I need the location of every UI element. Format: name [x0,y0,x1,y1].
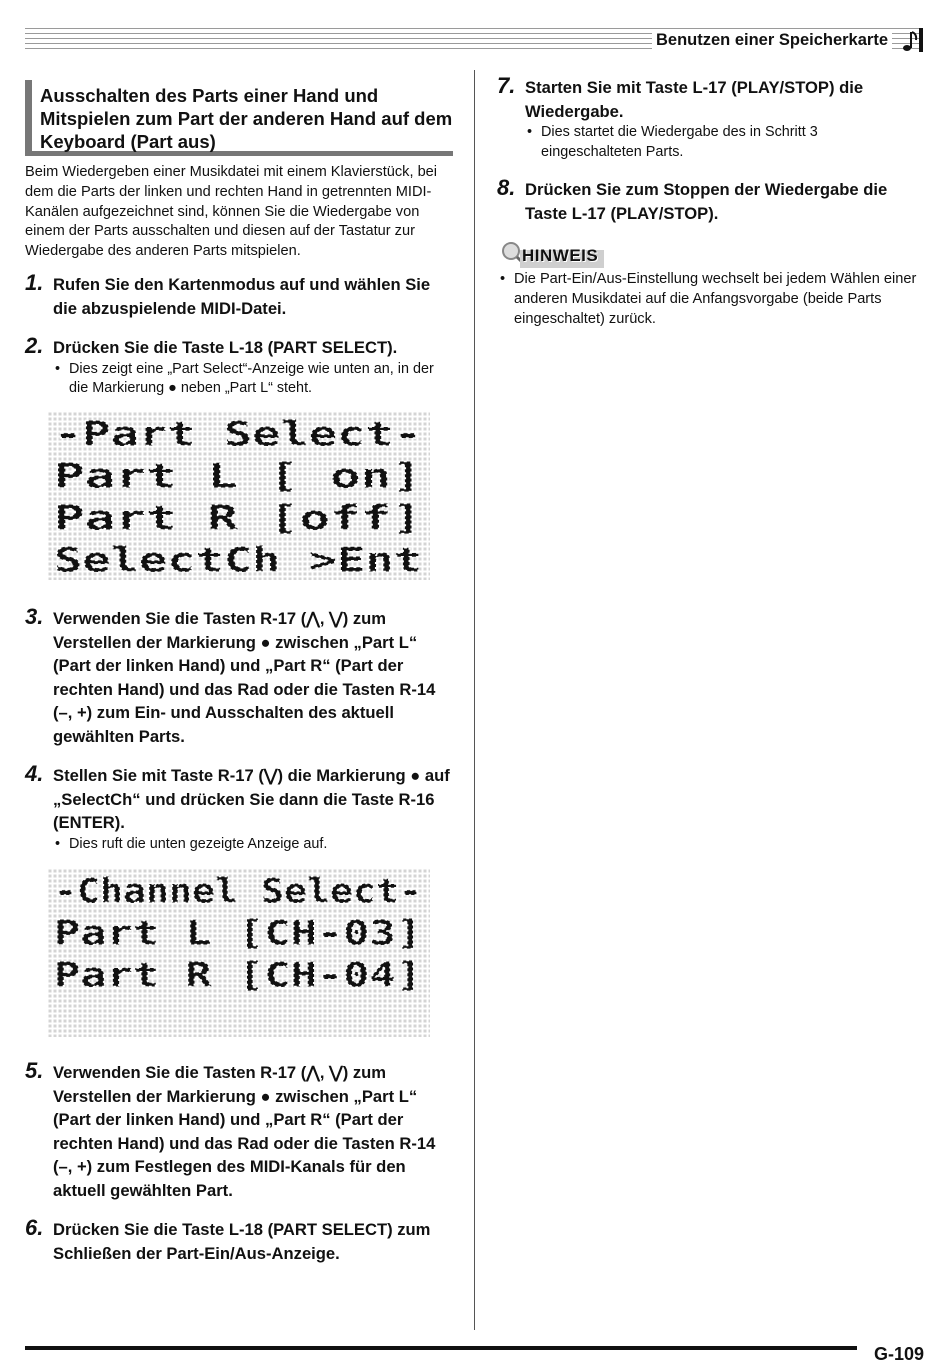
step-bullet: • Dies startet die Wiedergabe des in Schritt 3 eingeschalteten Parts. [525,123,922,162]
lcd-line: Part L [ on] [54,456,422,497]
section-heading [25,80,453,156]
step-text: Verwenden Sie die Tasten R-17 (⋀, ⋁) zum Verstellen der Markierung ● zwischen „Part L“ (Part der linken Hand) und „Part R“ (Part der rechten Hand) und das Rad oder die Tasten R-14 (–, +) zum Festlegen des MIDI-Kanals für den aktuell gewählten Part. [53,1063,436,1200]
lcd-line: Part R [off] [54,498,422,539]
step-number: 8. [497,175,516,200]
intro-paragraph: Beim Wiedergeben einer Musikdatei mit einem Klavierstück, bei dem die Parts der linken und rechten Hand in getrennten MIDI-Kanälen aufgezeichnet sind, können Sie die Wiedergabe von einem der Parts ausschalten und diesen auf der Tastatur zur Wiedergabe des anderen Parts mitspielen. [25,164,438,260]
step-text: Drücken Sie die Taste L-18 (PART SELECT) zum Schließen der Part-Ein/Aus-Anzeige. [53,1220,431,1263]
step-5 [25,1058,455,1202]
header-bar [919,28,923,52]
page-number: G-109 [873,1344,924,1364]
step-number: 2. [25,333,44,358]
step-8 [497,175,922,225]
lcd-line: Part R [CH-04] [54,955,422,996]
step-text: Drücken Sie zum Stoppen der Wiedergabe die Taste L-17 (PLAY/STOP). [525,180,888,223]
hinweis-badge [500,240,610,272]
step-number: 5. [25,1058,44,1083]
hinweis-label: HINWEIS [522,246,599,265]
header-title: Benutzen einer Speicherkarte [652,31,892,50]
step-number: 6. [25,1215,44,1240]
step-number: 3. [25,604,44,629]
lcd-part-select [48,412,430,580]
hinweis-note: • Die Part-Ein/Aus-Einstellung wechselt bei jedem Wählen einer anderen Musikdatei auf die Anfangsvorgabe (beide Parts eingeschaltet) zurück. [498,270,934,329]
step-2 [25,333,455,399]
step-6 [25,1215,455,1265]
step-number: 1. [25,270,44,295]
lcd-line: Part L [CH-03] [54,913,422,954]
step-text: Rufen Sie den Kartenmodus auf und wählen Sie die abzuspielende MIDI-Datei. [53,275,431,318]
section-title: Ausschalten des Parts einer Hand und Mitspielen zum Part der anderen Hand auf dem Keyboard (Part aus) [40,85,453,152]
step-bullet: • Dies zeigt eine „Part Select“-Anzeige wie unten an, in der die Markierung ● neben „Part L“ steht. [53,360,455,399]
footer-rule [25,1346,857,1350]
column-divider [474,70,475,1330]
step-text: Drücken Sie die Taste L-18 (PART SELECT). [53,338,398,357]
lcd-display [48,869,430,1037]
step-4 [25,761,455,854]
lcd-line: SelectCh >Ent [54,540,422,580]
lcd-channel-select [48,869,430,1037]
step-7 [497,73,922,162]
step-bullet: • Dies ruft die unten gezeigte Anzeige auf. [53,835,455,855]
lcd-line: -Channel Select- [54,871,422,912]
step-text: Stellen Sie mit Taste R-17 (⋁) die Markierung ● auf „SelectCh“ und drücken Sie dann die Taste R-16 (ENTER). [53,766,450,832]
step-number: 7. [497,73,516,98]
step-text: Starten Sie mit Taste L-17 (PLAY/STOP) die Wiedergabe. [525,78,864,121]
lcd-display [48,412,430,580]
step-text: Verwenden Sie die Tasten R-17 (⋀, ⋁) zum Verstellen der Markierung ● zwischen „Part L“ (Part der linken Hand) und „Part R“ (Part der rechten Hand) und das Rad oder die Tasten R-14 (–, +) zum Ein- und Ausschalten des aktuell gewählten Parts. [53,609,436,746]
step-number: 4. [25,761,44,786]
step-3 [25,604,455,748]
step-1 [25,270,455,320]
lcd-line: -Part Select- [54,414,422,455]
